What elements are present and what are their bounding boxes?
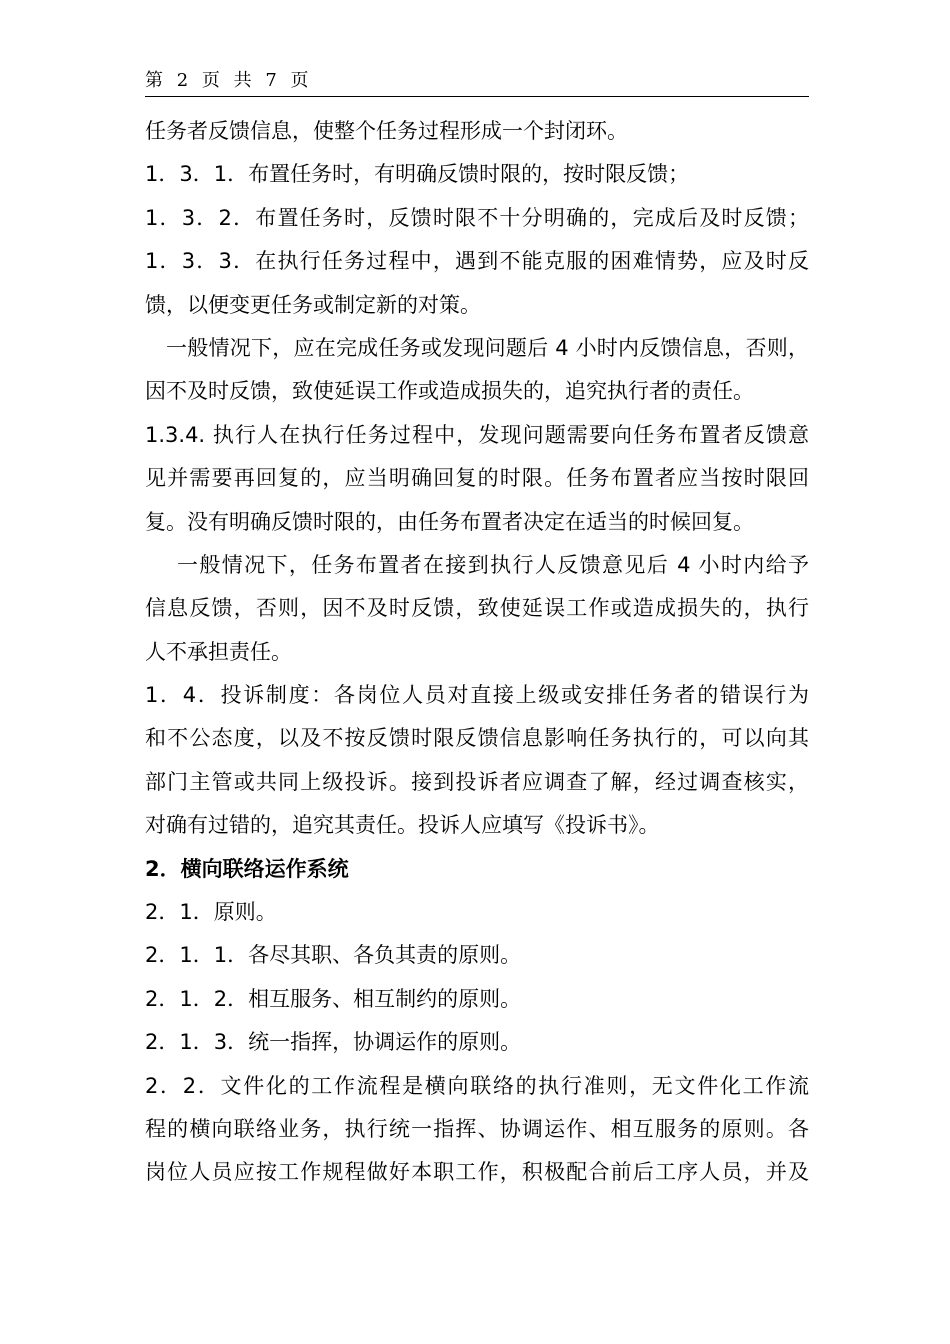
page-number-label: 第 2 页 共 7 页 — [145, 70, 313, 91]
text-line: 1．3．2．布置任务时，反馈时限不十分明确的，完成后及时反馈； — [145, 205, 809, 230]
text-line: 和不公态度，以及不按反馈时限反馈信息影响任务执行的，可以向其 — [145, 726, 809, 751]
text-line: 1．3．3．在执行任务过程中，遇到不能克服的困难情势，应及时反 — [145, 249, 809, 274]
text-line: 对确有过错的，追究其责任。投诉人应填写《投诉书》。 — [145, 813, 660, 838]
text-line: 人不承担责任。 — [145, 639, 292, 664]
text-line: 2．1．原则。 — [145, 900, 277, 925]
section-heading: 2．横向联络运作系统 — [145, 856, 349, 881]
text-line: 信息反馈，否则，因不及时反馈，致使延误工作或造成损失的，执行 — [145, 596, 809, 621]
text-line: 见并需要再回复的，应当明确回复的时限。任务布置者应当按时限回 — [145, 466, 809, 491]
text-line: 部门主管或共同上级投诉。接到投诉者应调查了解，经过调查核实， — [145, 769, 809, 794]
text-line: 一般情况下，任务布置者在接到执行人反馈意见后 4 小时内给予 — [177, 552, 809, 577]
text-line: 复。没有明确反馈时限的，由任务布置者决定在适当的时候回复。 — [145, 509, 754, 534]
text-line: 2．1．3．统一指挥，协调运作的原则。 — [145, 1030, 522, 1055]
text-line: 任务者反馈信息，使整个任务过程形成一个封闭环。 — [145, 119, 628, 143]
text-line: 因不及时反馈，致使延误工作或造成损失的，追究执行者的责任。 — [145, 379, 754, 404]
text-line: 程的横向联络业务，执行统一指挥、协调运作、相互服务的原则。各 — [145, 1116, 809, 1141]
text-line: 一般情况下，应在完成任务或发现问题后 4 小时内反馈信息，否则， — [166, 335, 809, 360]
text-line: 2．1．2．相互服务、相互制约的原则。 — [145, 986, 522, 1011]
text-line: 2．1．1．各尽其职、各负其责的原则。 — [145, 943, 522, 968]
page-header — [145, 64, 809, 97]
text-line: 馈，以便变更任务或制定新的对策。 — [145, 292, 481, 317]
text-line: 1.3.4. 执行人在执行任务过程中，发现问题需要向任务布置者反馈意 — [145, 422, 809, 447]
text-line: 岗位人员应按工作规程做好本职工作，积极配合前后工序人员，并及 — [145, 1160, 809, 1185]
text-line: 1．3．1．布置任务时，有明确反馈时限的，按时限反馈； — [145, 162, 690, 187]
document-body — [145, 110, 809, 1195]
text-line: 1．4．投诉制度：各岗位人员对直接上级或安排任务者的错误行为 — [145, 683, 809, 708]
text-line: 2．2．文件化的工作流程是横向联络的执行准则，无文件化工作流 — [145, 1073, 809, 1098]
